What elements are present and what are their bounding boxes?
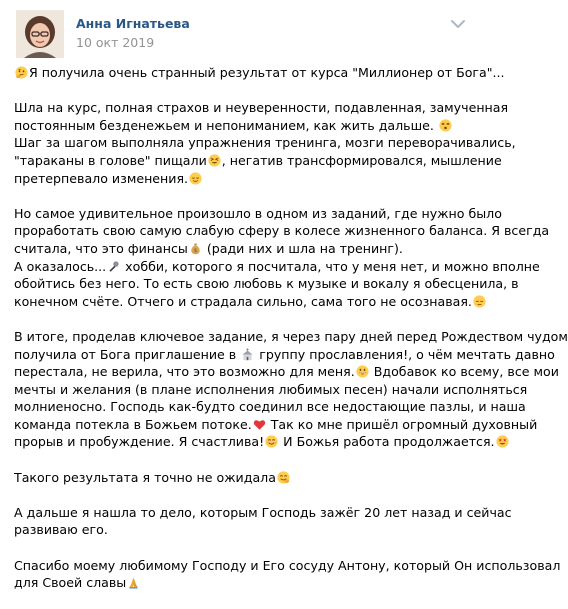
- dizzy-face-icon: [439, 119, 452, 132]
- text-line: [14, 328, 568, 346]
- text-run: Такого результата я точно не ожидала: [14, 469, 276, 485]
- text-run: Но самое удивительное произошло в одном из заданий, где нужно было: [14, 205, 502, 221]
- text-line: [14, 240, 480, 258]
- post-menu-chevron-icon[interactable]: [448, 16, 468, 30]
- text-run: И Божья работа продолжается.: [279, 434, 495, 450]
- text-line: [14, 381, 528, 399]
- text-line: [14, 469, 480, 487]
- text-run: хобби, которого я посчитала, что у меня нет, и можно вполне: [121, 258, 540, 274]
- text-line: [14, 557, 561, 575]
- star-struck-face-icon: [496, 435, 509, 448]
- text-line: [14, 363, 559, 381]
- text-line: [14, 416, 538, 434]
- tired-face-icon: [208, 154, 221, 167]
- red-heart-icon: [253, 418, 266, 431]
- text-line: [14, 574, 480, 592]
- text-run: молниеносно. Господь как-будто соединил все недостающие пазлы, и наша: [14, 399, 526, 415]
- text-run: Шла на курс, полная страхов и неуверенности, подавленная, замученная: [14, 100, 509, 116]
- text-line: [14, 152, 502, 170]
- thinking-face-icon: [15, 66, 28, 79]
- text-run: перестала, не верила, что это возможно для меня.: [14, 364, 355, 380]
- text-run: (ради них и шла на тренинг).: [202, 240, 403, 256]
- text-run: Так ко мне пришёл огромный духовный: [266, 416, 538, 432]
- face-with-hand-icon: [277, 471, 290, 484]
- post-paragraph: [14, 557, 561, 592]
- text-run: постоянным безденежьем и непониманием, как жить дальше.: [14, 117, 438, 133]
- post-header: [16, 10, 476, 58]
- post-paragraph: [14, 504, 512, 539]
- text-run: А оказалось...: [14, 258, 107, 274]
- text-run: конечном счёте. Отчего и страдала сильно, сама того не осознавая.: [14, 293, 472, 309]
- text-run: В итоге, проделав ключевое задание, я через пару дней перед Рождеством чудом: [14, 328, 568, 344]
- text-run: Спасибо моему любимому Господу и Его сосуду Антону, который Он использовал: [14, 557, 561, 573]
- svg-text:$: $: [193, 248, 197, 255]
- text-run: , негатив трансформировался, мышление: [221, 152, 502, 168]
- folded-hands-icon: [127, 576, 140, 589]
- post-paragraph: [14, 328, 568, 451]
- text-line: [14, 222, 550, 240]
- text-line: [14, 64, 505, 82]
- author-avatar[interactable]: [16, 10, 64, 58]
- text-line: [14, 99, 509, 117]
- text-line: [14, 205, 502, 223]
- author-name[interactable]: Анна Игнатьева: [76, 16, 190, 31]
- text-run: проработать свою самую слабую сферу в колесе жизненного баланса. Я всегда: [14, 223, 550, 239]
- text-run: для Своей славы: [14, 575, 127, 591]
- text-run: мечты и желания (в плане исполнения любимых песен) начали исполняться: [14, 381, 528, 397]
- text-line: [14, 117, 480, 135]
- smiling-face-icon: [265, 435, 278, 448]
- text-run: группу прославления!, о чём мечтать давно: [255, 346, 555, 362]
- money-bag-icon: [189, 242, 202, 255]
- post-text: [14, 64, 568, 609]
- text-run: считала, что это финансы: [14, 240, 188, 256]
- text-line: [14, 433, 495, 451]
- text-run: обойтись без него. То есть свою любовь к музыке и вокалу я обесценила, в: [14, 276, 519, 292]
- text-line: [14, 275, 519, 293]
- text-run: А дальше я нашла то дело, которым Господь зажёг 20 лет назад и сейчас: [14, 504, 512, 520]
- post-paragraph: [14, 469, 480, 487]
- text-run: получила от Бога приглашение в: [14, 346, 241, 362]
- grinning-face-icon: [356, 365, 369, 378]
- text-line: [14, 398, 526, 416]
- relieved-face-icon: [189, 172, 202, 185]
- text-line: [14, 170, 480, 188]
- text-run: Шаг за шагом выполняла упражнения тренинга, мозги переворачивались,: [14, 135, 516, 151]
- post-paragraph: [14, 205, 550, 311]
- text-run: команда потекла в Божьем потоке.: [14, 416, 252, 432]
- church-icon: [241, 348, 254, 361]
- text-run: "тараканы в голове" пищали: [14, 152, 207, 168]
- text-run: развиваю его.: [14, 522, 108, 538]
- text-line: [14, 504, 512, 522]
- text-run: претерпевало изменения.: [14, 170, 189, 186]
- pensive-face-icon: [473, 295, 486, 308]
- text-line: [14, 134, 516, 152]
- text-run: прорыв и пробуждение. Я счастлива!: [14, 434, 265, 450]
- post-paragraph: [14, 99, 516, 187]
- post-date[interactable]: 10 окт 2019: [76, 35, 155, 50]
- text-run: Я получила очень странный результат от курса "Миллионер от Бога"...: [29, 65, 505, 80]
- post-paragraph: [14, 64, 505, 82]
- text-line: [14, 293, 480, 311]
- text-line: [14, 258, 540, 276]
- text-line: [14, 521, 480, 539]
- text-run: Вдобавок ко всему, все мои: [369, 364, 559, 380]
- text-line: [14, 346, 555, 364]
- microphone-icon: [107, 260, 120, 273]
